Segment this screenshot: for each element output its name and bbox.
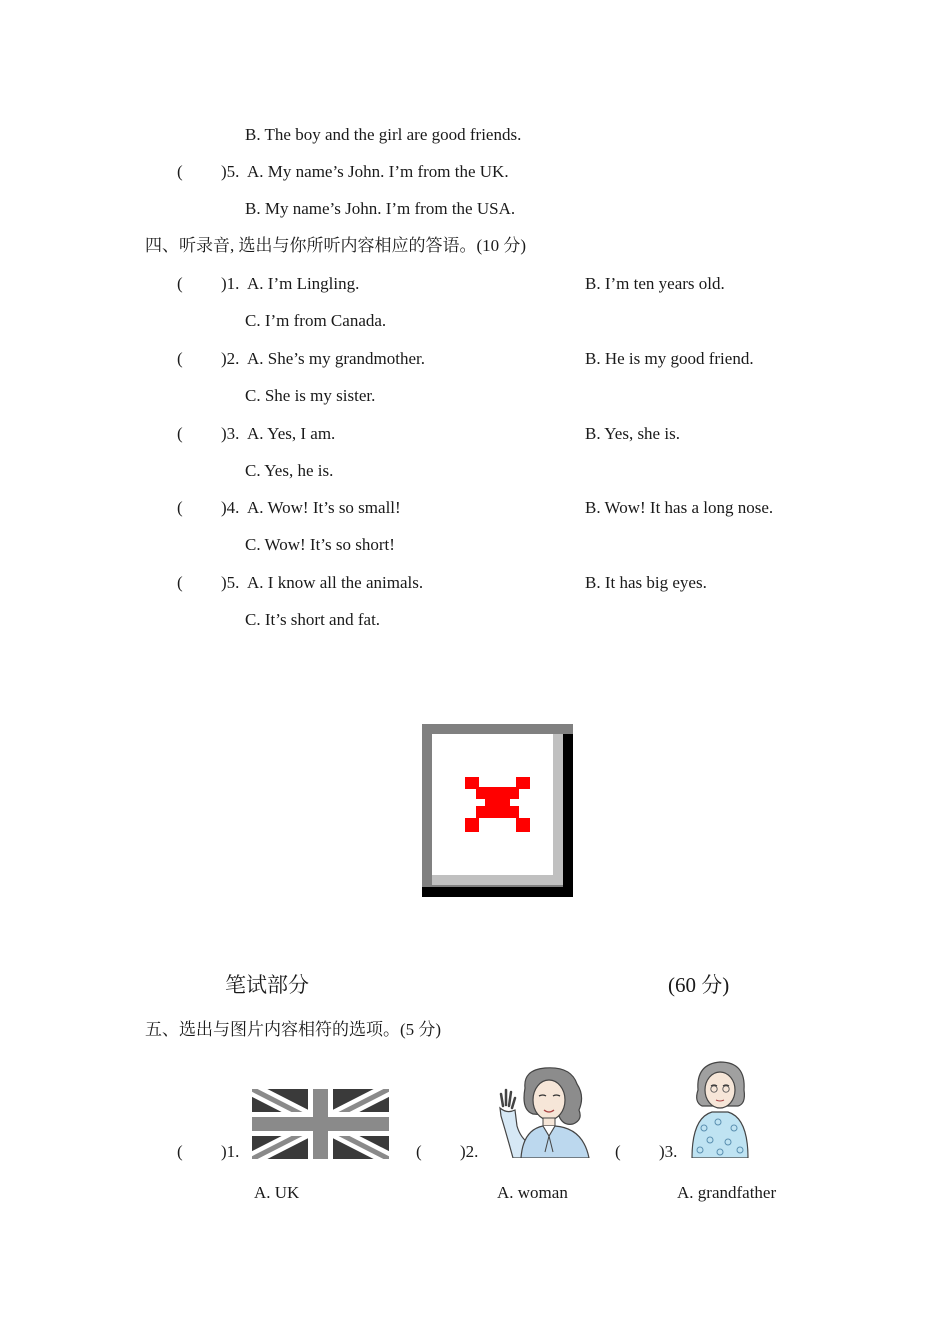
broken-image-icon	[422, 724, 573, 897]
item-number: )5.	[221, 162, 240, 181]
s3-item5-option-b: B. My name’s John. I’m from the USA.	[245, 199, 516, 218]
item-number: )3.	[221, 424, 240, 443]
s4-item3-option-c: C. Yes, he is.	[245, 461, 334, 480]
s4-item1-option-a: A. I’m Lingling.	[247, 274, 360, 293]
written-part-score: (60 分)	[668, 973, 730, 997]
s4-item3-option-b: B. Yes, she is.	[585, 424, 680, 443]
s4-item4-option-b: B. Wow! It has a long nose.	[585, 498, 774, 517]
uk-flag-image	[252, 1089, 389, 1159]
s4-item2-option-c: C. She is my sister.	[245, 386, 376, 405]
s4-item5-option-c: C. It’s short and fat.	[245, 610, 381, 629]
s3-item5-option-a: A. My name’s John. I’m from the UK.	[247, 162, 509, 181]
s4-item5-option-b: B. It has big eyes.	[585, 573, 707, 592]
section5-heading: 五、选出与图片内容相符的选项。(5 分)	[145, 1020, 442, 1039]
item-number: )4.	[221, 498, 240, 517]
s4-item1-option-b: B. I’m ten years old.	[585, 274, 725, 293]
s4-item3-option-a: A. Yes, I am.	[247, 424, 336, 443]
s4-item2-option-a: A. She’s my grandmother.	[247, 349, 426, 368]
written-part-title: 笔试部分	[225, 973, 309, 997]
woman-waving-image	[493, 1066, 591, 1158]
grandmother-image	[688, 1060, 752, 1158]
s4-item5-option-a: A. I know all the animals.	[247, 573, 424, 592]
item-number: )1.	[221, 274, 240, 293]
s4-item4-option-a: A. Wow! It’s so small!	[247, 498, 401, 517]
s4-item1-option-c: C. I’m from Canada.	[245, 311, 387, 330]
item-number: )3.	[659, 1142, 678, 1161]
s4-item4-option-c: C. Wow! It’s so short!	[245, 535, 395, 554]
item-number: )2.	[460, 1142, 479, 1161]
s3-item4-option-b: B. The boy and the girl are good friends.	[245, 125, 522, 144]
item-number: )2.	[221, 349, 240, 368]
s4-item2-option-b: B. He is my good friend.	[585, 349, 754, 368]
s5-item2-option: A. woman	[497, 1183, 568, 1202]
section4-heading: 四、听录音, 选出与你所听内容相应的答语。(10 分)	[145, 236, 527, 255]
s5-item1-option: A. UK	[254, 1183, 300, 1202]
item-number: )5.	[221, 573, 240, 592]
item-number: )1.	[221, 1142, 240, 1161]
s5-item3-option: A. grandfather	[677, 1183, 777, 1202]
